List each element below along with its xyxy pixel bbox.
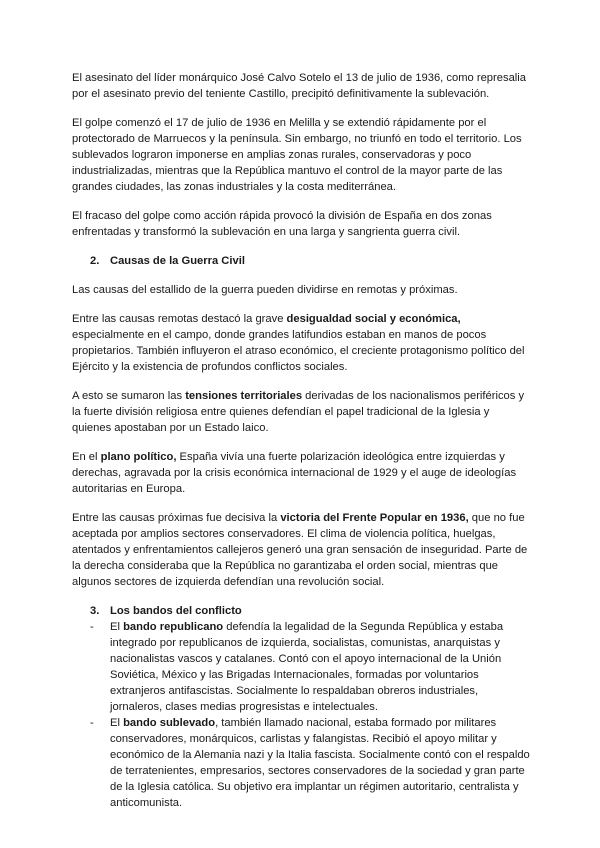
list-dash: - bbox=[90, 717, 94, 729]
text-run: A esto se sumaron las bbox=[72, 390, 186, 402]
paragraph-causas-remotas bbox=[72, 311, 530, 375]
bold-term: plano político, bbox=[100, 451, 177, 463]
text-run: España vivía una fuerte polarización ideológica entre izquierdas y derechas, agravada por la crisis económica internacional de 1929 y el auge de ideologías autoritarias en Europa. bbox=[72, 451, 517, 495]
list-dash: - bbox=[90, 621, 94, 633]
section-title: Los bandos del conflicto bbox=[110, 605, 242, 617]
list-item-bando-sublevado bbox=[72, 715, 530, 811]
text-run: , también llamado nacional, estaba formado por militares conservadores, monárquicos, carlistas y falangistas. Recibió el apoyo militar y económico de la Alemania nazi y la Italia fascista. Socialmente contó con el respaldo de terratenientes, empresarios, sectores conservadores de la sociedad y gran parte de la Iglesia católica. Su objetivo era implantar un régimen autoritario, centralista y anticomunista. bbox=[110, 717, 530, 809]
section-title: Causas de la Guerra Civil bbox=[110, 255, 245, 267]
paragraph-causas-intro: Las causas del estallido de la guerra pueden dividirse en remotas y próximas. bbox=[72, 284, 458, 296]
paragraph-calvo-sotelo: El asesinato del líder monárquico José Calvo Sotelo el 13 de julio de 1936, como represalia por el asesinato previo del teniente Castillo, precipitó definitivamente la sublevación. bbox=[72, 72, 526, 100]
section-number: 2. bbox=[90, 255, 100, 267]
paragraph-golpe: El golpe comenzó el 17 de julio de 1936 en Melilla y se extendió rápidamente por el protectorado de Marruecos y la península. Sin embargo, no triunfó en todo el territorio. Los sublevados lograron imponerse en amplias zonas rurales, conservadoras y poco industrializadas, mientras que la República mantuvo el control de la mayor parte de las grandes ciudades, las zonas industriales y la costa mediterránea. bbox=[72, 117, 522, 193]
bandos-list bbox=[72, 619, 530, 811]
bold-term: bando republicano bbox=[123, 621, 224, 633]
text-run: Entre las causas próximas fue decisiva la bbox=[72, 512, 281, 524]
text-run: El bbox=[110, 717, 124, 729]
text-run: derivadas de los nacionalismos periféricos y la fuerte división religiosa entre quienes defendían el papel tradicional de la Iglesia y quienes apostaban por un Estado laico. bbox=[72, 390, 525, 434]
bold-term: victoria del Frente Popular en 1936, bbox=[280, 512, 469, 524]
list-item-bando-republicano bbox=[72, 619, 530, 715]
bold-term: desigualdad social y económica, bbox=[286, 313, 461, 325]
text-run: especialmente en el campo, donde grandes latifundios estaban en manos de pocos propietarios. También influyeron el atraso económico, el creciente protagonismo político del Ejército y la existencia de profundos conflictos sociales. bbox=[72, 329, 525, 373]
paragraph-tensiones bbox=[72, 388, 530, 436]
section-number: 3. bbox=[90, 605, 100, 617]
text-run: En el bbox=[72, 451, 101, 463]
text-run: defendía la legalidad de la Segunda República y estaba integrado por republicanos de izquierda, socialistas, comunistas, anarquistas y nacionalistas vascos y catalanes. Contó con el apoyo internacional de la Unión Soviética, México y las Brigadas Internacionales, formadas por voluntarios extranjeros antifascistas. Socialmente lo respaldaban obreros industriales, jornaleros, clases medias progresistas e intelectuales. bbox=[110, 621, 504, 713]
text-run: El bbox=[110, 621, 124, 633]
section-heading-bandos bbox=[72, 603, 530, 619]
text-run: que no fue aceptada por amplios sectores conservadores. El clima de violencia política, huelgas, atentados y enfrentamientos callejeros generó una gran sensación de inseguridad. Parte de la derecha consideraba que la República no garantizaba el orden social, mientras que algunos sectores de izquierda defendían una revolución social. bbox=[72, 512, 528, 588]
bold-term: tensiones territoriales bbox=[185, 390, 303, 402]
paragraph-fracaso: El fracaso del golpe como acción rápida provocó la división de España en dos zonas enfrentadas y transformó la sublevación en una larga y sangrienta guerra civil. bbox=[72, 210, 492, 238]
paragraph-plano-politico bbox=[72, 449, 530, 497]
text-run: Entre las causas remotas destacó la grave bbox=[72, 313, 287, 325]
paragraph-causas-proximas bbox=[72, 510, 530, 590]
bold-term: bando sublevado bbox=[123, 717, 216, 729]
section-heading-causas bbox=[72, 253, 530, 269]
